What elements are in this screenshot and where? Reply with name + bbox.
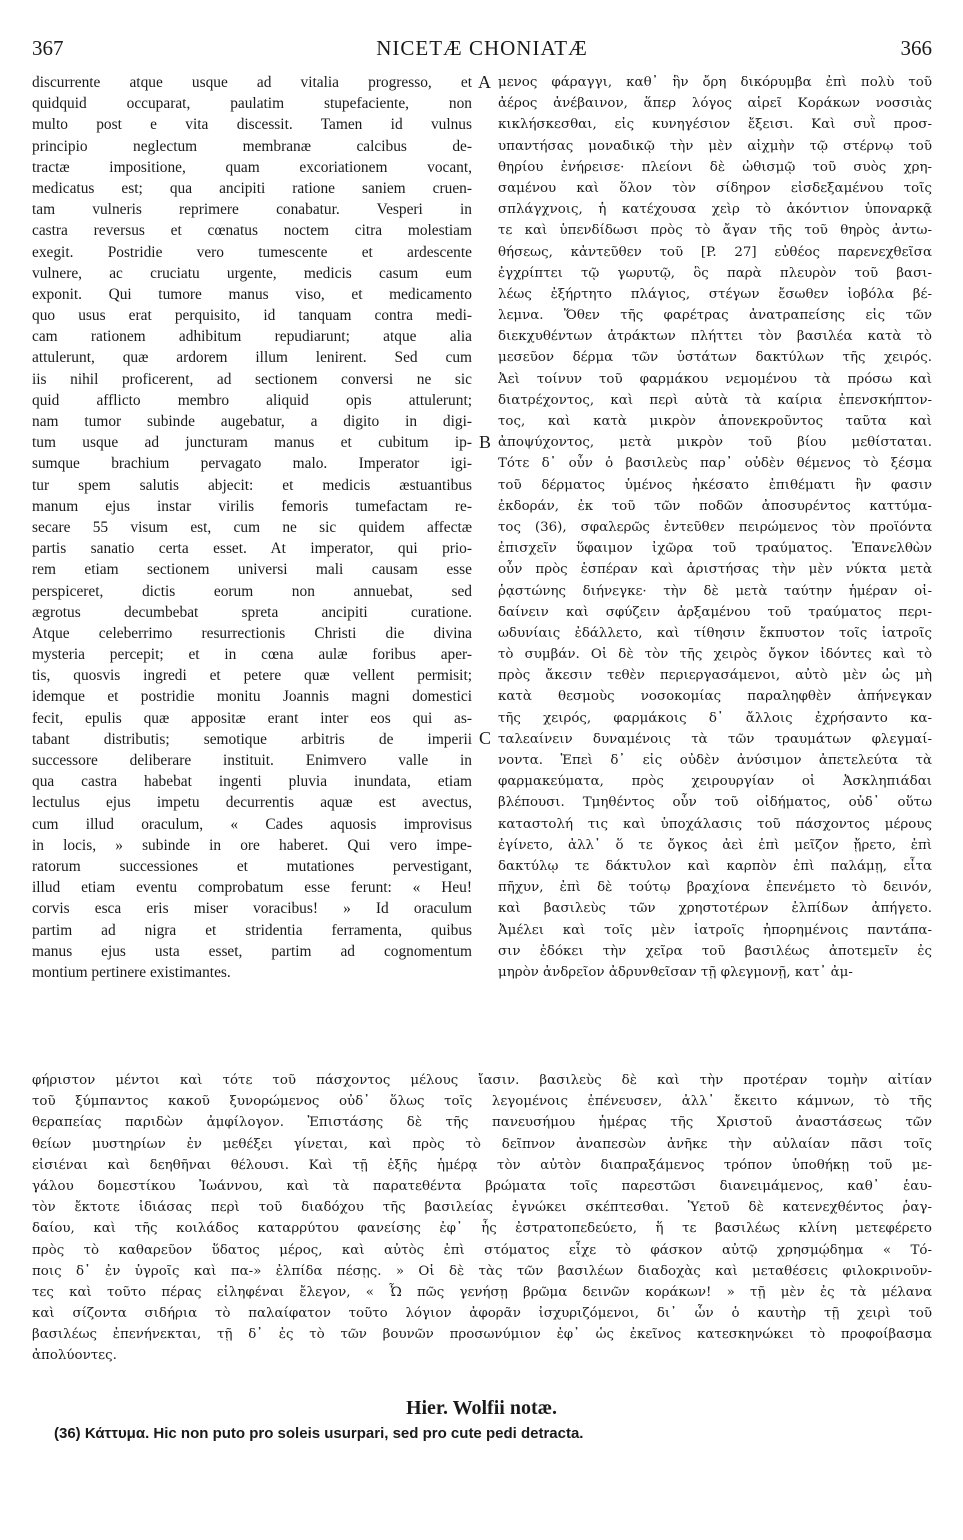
text-line: φήριστον μέντοι καὶ τότε τοῦ πάσχοντος μέλους ἴασιν. βασιλεὺς δὲ καὶ τὴν προτέραν τομὴν αἰτίαν bbox=[32, 1073, 932, 1088]
running-title: NICETÆ CHONIATÆ bbox=[376, 36, 588, 60]
text-line: quo usus erat perquisito, id tanquam contra medi- bbox=[32, 307, 472, 325]
text-line: Ἀμέλει καὶ τοῖς μὲν ἰατροῖς ἠπορημένοις παντάπα- bbox=[498, 922, 932, 938]
text-line: partim ad nigra et stridentia ferramenta, quibus bbox=[32, 921, 472, 939]
text-line: fecit, epulis quæ appositæ erant inter eos qui as- bbox=[32, 709, 472, 727]
text-line: rem etiam sectionem universi mali causam esse bbox=[32, 561, 472, 579]
text-line: ῥᾳστώνης διήνεγκε· τὴν δὲ μετὰ ταύτην ἡμέραν οἰ- bbox=[498, 583, 932, 599]
text-line: mysteria percepit; et in cœna aulæ foribus aper- bbox=[32, 646, 472, 664]
text-line: lectulus ejus impetu decurrentis aquæ est avectus, bbox=[32, 794, 472, 812]
text-line: castra reversus et cœnatus noctem citra molestiam bbox=[32, 222, 472, 240]
text-line: βλέπουσι. Τμηθέντος οὖν τοῦ οἰδήματος, οὐδ᾽ οὕτω bbox=[498, 795, 932, 811]
notes-heading: Hier. Wolfii notæ. bbox=[405, 1397, 558, 1419]
text-line: cam rationem adhibitum repudiarunt; atque alia bbox=[32, 328, 472, 346]
margin-letter-b: B bbox=[479, 432, 492, 452]
text-line: cum illud oraculum, « Cades aquosis improvisus bbox=[32, 815, 472, 833]
text-line: quidquid occuparat, paulatim stupefaciente, non bbox=[32, 95, 472, 113]
text-line: διατρέχοντος, καὶ περὶ αὐτὰ τὰ καίρια ἐπενσκήπτον- bbox=[498, 392, 932, 408]
text-line: δακτύλῳ τε δάκτυλον καὶ καρπὸν ἐπὶ παλάμῃ, εἶτα bbox=[498, 858, 932, 874]
text-line: Ἀεὶ τοίνυν τοῦ φαρμάκου νεμομένου τὰ πρόσω καὶ bbox=[498, 371, 932, 387]
text-line: νοντα. Ἐπεὶ δ᾽ εἰς οὐδὲν ἀνύσιμον ἀπετελεύτα τὰ bbox=[498, 753, 932, 768]
text-line: tur spem salutis abjecit: et medicis æstuantibus bbox=[32, 476, 472, 494]
page-number-right: 366 bbox=[900, 36, 932, 60]
text-line: principio neglectum membranæ calcibus de- bbox=[32, 137, 472, 155]
text-line: γάλου δομεστίκου Ἰωάννου, καὶ τὰ παρατεθέντα βρώματα τοῖς παρεστῶσι διανειμάμενος, καθ᾽ ἑαυ- bbox=[32, 1178, 932, 1194]
text-line: καὶ βασιλεὺς τῶν χρηστοτέρων ἐλπίδων ἀπήγετο. bbox=[498, 901, 932, 917]
text-line: nam tumor subinde augebatur, a digito in digi- bbox=[32, 413, 472, 430]
text-line: καὶ σίζοντα σιδήρια τὸ παλαίφατον τοῦτο λόγιον ἀφορᾶν ἰσχυριζόμενοι, δι᾽ ὧν ὁ καυτὴρ τῇ χειρὶ τοῦ bbox=[32, 1306, 932, 1322]
text-line: βασιλέως ἐπενήνεκται, τῇ δ᾽ ἐς τὸ τῶν βουνῶν προσωνύμιον ἐφ᾽ ὡς ἐκεῖνος κατεσκηνώκει τὸ προφοίβασμα bbox=[32, 1327, 932, 1343]
text-line: ποις δ᾽ ἐν ὑγροῖς καὶ πα-» ἐλπίδα πέσῃς. » Οἱ δὲ τὰς τῶν βασιλέων διαδοχὰς καὶ μεταθέσεις φιλοκρινοῦν- bbox=[32, 1263, 932, 1279]
text-line: idemque et postridie monitu Joannis magni domestici bbox=[32, 688, 472, 706]
text-line: ἀπολύοντες. bbox=[32, 1348, 117, 1364]
page-number-left: 367 bbox=[32, 36, 64, 60]
text-line: ταλεαίνειν δυναμένοις τὰ τῶν τραυμάτων φλεγμαί- bbox=[498, 731, 932, 747]
running-header bbox=[32, 36, 932, 66]
text-line: successore deliberare instituit. Enimvero valle in bbox=[32, 752, 472, 769]
text-line: Atque celeberrimo resurrectionis Christi die divina bbox=[32, 624, 472, 642]
text-line: θηρίου ἐνήρεισε· πλείονι δὲ ὠθισμῷ τοῦ συὸς χρη- bbox=[498, 159, 932, 175]
text-line: quid afflicto membro aliquid opis attulerunt; bbox=[32, 391, 472, 409]
text-line: manum ejus instar virilis femoris tumefactam re- bbox=[32, 497, 472, 515]
text-line: διεκχυθέντων ἀτράκτων πλήττει τὸν βασιλέα κατὰ τὸ bbox=[498, 329, 932, 345]
text-line: δαίνειν καὶ σφύζειν ἀρξαμένου τοῦ τραύματος περι- bbox=[498, 604, 932, 620]
text-line: sumque brachium pervagato malo. Imperator igi- bbox=[32, 455, 472, 473]
text-line: τοῦ δέρματος ὑμένος ἠκέσατο ἐπιθέματι ἣν φασιν bbox=[498, 477, 932, 493]
text-line: exponit. Qui tumore manus viso, et medicamento bbox=[32, 285, 472, 303]
text-line: tam vulneris reprimere conabatur. Vesperi in bbox=[32, 201, 472, 219]
text-line: montium pertinere existimantes. bbox=[32, 963, 231, 981]
text-line: πρὸς ἄκεσιν τεθὲν περιεργασάμενοι, αὐτὸ μὲν ὡς μὴ bbox=[498, 668, 932, 684]
text-line: μεσεῦον δέρμα τῶν ὑστάτων δακτύλων τῆς χειρός. bbox=[498, 350, 932, 366]
text-line: θείων μυστηρίων ἐν μεθέξει γίνεται, καὶ πρὸς τὸ δεῖπνον ἀναπεσὼν ἀνῆκε τὴν αὐλαίαν πᾶσι τοῖς bbox=[32, 1136, 932, 1152]
text-line: καταστολή τις καὶ ὑποχάλασις τοῦ πάσχοντος μέρους bbox=[498, 816, 932, 832]
text-line: tum usque ad juncturam manus et cubitum ip- bbox=[32, 434, 472, 452]
text-line: tractæ impositione, quam excoriationem vocant, bbox=[32, 158, 472, 176]
text-line: τὸ συμβάν. Οἱ δὲ τὸν τῆς χειρὸς ὄγκον ἰδόντες καὶ τὸ bbox=[498, 647, 932, 663]
footnote-36: (36) Κάττυμα. Hic non puto pro soleis usurpari, sed pro cute pedi detracta. bbox=[54, 1425, 584, 1442]
text-line: πῆχυν, ἐπὶ δὲ τούτῳ βραχίονα ἐπενέμετο τὸ δεινόν, bbox=[498, 880, 932, 896]
text-line: medicatus est; qua ancipiti ratione saniem cruen- bbox=[32, 179, 472, 197]
text-line: ἐπισχεῖν ὕφαιμον ἰχῶρα τοῦ τραύματος. Ἐπανελθὼν bbox=[498, 541, 932, 557]
text-line: discurrente atque usque ad vitalia progresso, et bbox=[32, 74, 472, 91]
text-line: ἐκδοράν, ἐκ τοῦ τῶν ποδῶν ἀποσυρέντος καττύμα- bbox=[498, 498, 932, 514]
text-line: illud etiam eventu comprobatum esse ferunt: « Heu! bbox=[32, 879, 472, 897]
text-line: ἀποψύχοντος, μετὰ μικρὸν τοῦ βίου μεθίσταται. bbox=[498, 435, 932, 451]
text-line: τὸν ἔκτοτε ἰδιάσας περὶ τοῦ διαδόχου τῆς βασιλείας ἐγνώκει σκέπτεσθαι. Ὑετοῦ δὲ κατενεχθέντος ῥαγ- bbox=[32, 1200, 932, 1216]
latin-column bbox=[32, 72, 472, 983]
text-line: ἐγχρίπτει τῷ γωρυτῷ, ὃς παρὰ πλευρὸν τοῦ βασι- bbox=[498, 265, 932, 281]
text-line: θεραπείας παριδὼν ἀμφίλογον. Ἐπιστάσης δὲ τῆς πανευσήμου ἡμέρας τῆς Χριστοῦ ἀναστάσεως τῶν bbox=[32, 1115, 932, 1131]
text-line: ἐγίνετο, ἀλλ᾽ ὅ τε ὄγκος ἀεὶ ἐπὶ μεῖζον ᾔρετο, ἐπὶ bbox=[498, 837, 932, 853]
text-line: δαίου, καὶ τῆς κοιλάδος καταρρύτου φανείσης ἐφ᾽ ἧς ἐστρατοπεδεύετο, ἥ τε βασιλέως κλίνη μετεφέρετο bbox=[32, 1221, 932, 1237]
text-line: corvis esca eris miser voracibus! » Id oraculum bbox=[32, 900, 472, 918]
text-line: vulnere, ac cruciatu urgente, medicis casum eum bbox=[32, 264, 472, 282]
text-line: κικλήσκεσθαι, εἰς κυνηγέσιον ἔξεισι. Καὶ συῒ προσ- bbox=[498, 117, 932, 133]
text-line: perspiceret, dictis eorum non annuebat, sed bbox=[32, 582, 472, 600]
greek-column bbox=[498, 72, 932, 983]
text-line: qua castra habebat ingenti pluvia inundata, etiam bbox=[32, 773, 472, 791]
text-line: tis, quosvis ingredi et petere quæ vellent permisit; bbox=[32, 667, 472, 685]
text-line: iis nihil proficerent, ad sectionem conversi ne sic bbox=[32, 370, 472, 388]
text-line: τῆς χειρός, φαρμάκοις δ᾽ ἄλλοις ἐχρήσαντο κα- bbox=[498, 710, 932, 726]
text-line: attulerunt, quæ ardorem illum lenirent. Sed cum bbox=[32, 349, 472, 367]
text-line: σαμένου καὶ ὅλον τὸν σίδηρον εἰσδεξαμένου τοῖς bbox=[498, 180, 932, 196]
text-line: λέως ἐξήρτητο πλάγιος, στέγων ἔσωθεν ἰοβόλα βέ- bbox=[498, 286, 932, 302]
text-line: λεμνα. Ὅθεν τῆς φαρέτρας ἀνατραπείσης εἰς τῶν bbox=[498, 308, 932, 324]
text-line: μηρὸν ἀνδρεῖον ἀδρυνθεῖσαν τῇ φλεγμονῇ, κατ᾽ ἀμ- bbox=[498, 964, 853, 980]
text-line: in locis, » subinde in ore haberet. Qui vero impe- bbox=[32, 836, 472, 854]
text-line: πρὸς τὸ καθαρεῦον ὕδατος μέρος, καὶ αὐτὸς ἐπὶ στόματος εἶχε τὸ φάσκον αὐτῷ χρησμῴδημα « Τό- bbox=[32, 1242, 932, 1258]
text-line: ratorum successiones et mutationes pervestigant, bbox=[32, 857, 472, 875]
text-line: σπλάγχνοις, ἡ κατέχουσα χεὶρ τὸ ἀκόντιον ὑποναρκᾷ bbox=[498, 202, 932, 218]
text-line: ἀέρος ἀνέβαινον, ἅπερ λόγος αἱρεῖ Κοράκων νοσσιὰς bbox=[498, 96, 932, 112]
text-line: τες καὶ τοῦτο πέρας εἰληφέναι ἔλεγον, « Ὦ πῶς γενήσῃ βρῶμα δεινῶν κοράκων! » τῇ μὲν ἐς τὰ μέλανα bbox=[32, 1284, 932, 1300]
text-line: Τότε δ᾽ οὖν ὁ βασιλεὺς παρ᾽ οὐδὲν θέμενος τὸ ξέσμα bbox=[498, 456, 932, 472]
text-line: τε καὶ ὑπενδίδωσι πρὸς τὸ ἄγαν τῆς τοῦ θηρὸς ἀντω- bbox=[498, 223, 932, 239]
text-line: φαρμακεύματα, πρὸς χειρουργίαν οἱ Ἀσκληπιάδαι bbox=[498, 774, 932, 790]
text-line: exegit. Postridie vero tumescente et ardescente bbox=[32, 243, 472, 261]
text-line: τοῦ ξύμπαντος κακοῦ ξυνορώμενος οὐδ᾽ ὅλως τοῖς λεγομένοις ἐπένευσεν, ἀλλ᾽ ἔκειτο κάμνων, τὸ τῆς bbox=[32, 1094, 932, 1110]
text-line: θήσεως, κἀντεῦθεν τοῦ [P. 27] εὐθέος παρενεχθεῖσα bbox=[498, 244, 932, 260]
text-line: secare 55 visum est, cum ne sic quidem affectæ bbox=[32, 518, 472, 536]
text-line: κατὰ θεσμοὺς νοσοκομίας παραληφθὲν ἀπήνεγκαν bbox=[498, 689, 932, 705]
text-line: multo post e vita discessit. Tamen id vulnus bbox=[32, 116, 472, 134]
text-line: τος, καὶ κατὰ μικρὸν ἀπονεκροῦντος ταῦτα καὶ bbox=[498, 414, 932, 429]
text-line: manus ejus usta esset, partim ad cognomentum bbox=[32, 942, 472, 960]
full-width-greek-text bbox=[32, 1070, 932, 1367]
text-line: τος (36), σφαλερῶς ἐντεῦθεν πειρώμενος τὸν προϊόντα bbox=[498, 519, 932, 535]
text-line: ægrotus decumbebat spreta ancipiti curatione. bbox=[32, 603, 472, 621]
text-line: μενος φάραγγι, καθ᾽ ἣν ὄρη δικόρυμβα ἐπὶ πολὺ τοῦ bbox=[498, 75, 932, 90]
text-line: οὖν πρὸς ἑσπέραν καὶ ἀριστήσας τὴν μὲν νύκτα μετὰ bbox=[498, 562, 932, 578]
text-line: ωδυνίαις ἐδάλλετο, καὶ τίθησιν ἔκπυστον τοῖς ἰατροῖς bbox=[498, 625, 932, 641]
margin-letter-c: C bbox=[479, 728, 492, 748]
text-line: σιν ἐδόκει τὴν χεῖρα τοῦ βασιλέως ἀποτεμεῖν ἐς bbox=[498, 943, 932, 959]
text-line: tabant distributis; semotique arbitris de imperii bbox=[32, 730, 472, 748]
text-line: partis sanatio certa esset. At imperator, qui prio- bbox=[32, 540, 472, 558]
text-line: εἰσιέναι καὶ δεηθῆναι θέλουσι. Καὶ τῇ ἑξῆς ἡμέρᾳ τὸν αὐτὸν διαπραξάμενος τρόπον ὑποθήκῃ τοῦ με- bbox=[32, 1157, 932, 1173]
margin-letter-a: A bbox=[478, 72, 491, 92]
text-line: υπαντήσας μοναδικῷ τὴν μὲν αἰχμὴν τῷ στέρνῳ τοῦ bbox=[498, 138, 932, 154]
